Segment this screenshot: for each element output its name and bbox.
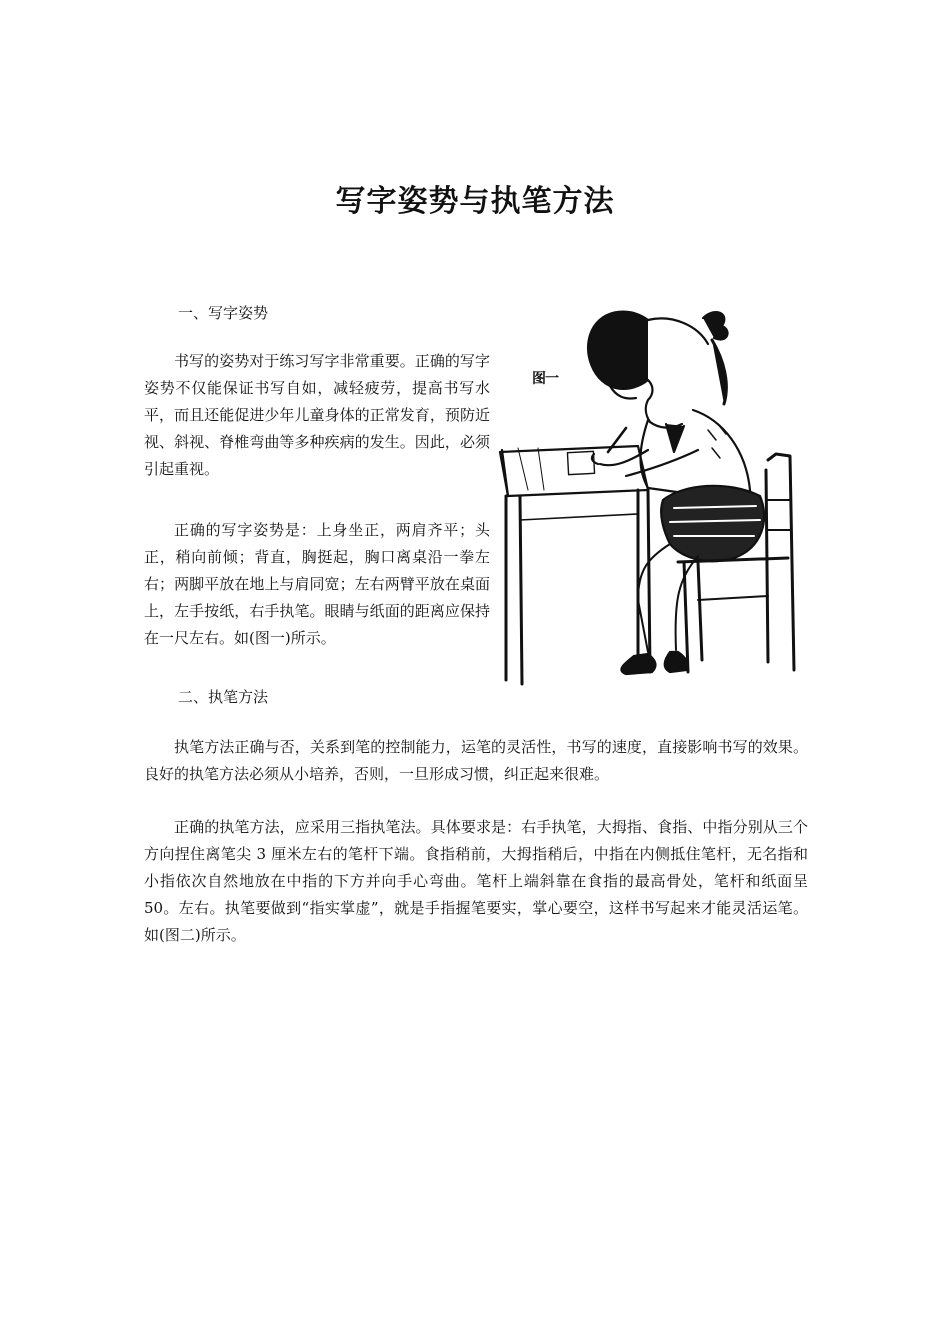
page-title: 写字姿势与执笔方法	[335, 184, 615, 219]
paragraph-pen-holding-method: 正确的执笔方法，应采用三指执笔法。具体要求是：右手执笔，大拇指、食指、中指分别从三个方向捏住离笔尖 3 厘米左右的笔杆下端。食指稍前，大拇指稍后，中指在内侧抵住笔杆，无名指和小指依次自然地放在中指的下方并向手心弯曲。笔杆上端斜靠在食指的最高骨处，笔杆和纸面呈 50。左右。执笔要做到“指实掌虚”，就是手指握笔要实，掌心要空，这样书写起来才能灵活运笔。如(图二)所示。	[144, 818, 808, 944]
figure-label: 图一	[532, 371, 558, 387]
paragraph-pen-holding-importance: 执笔方法正确与否，关系到笔的控制能力，运笔的灵活性，书写的速度，直接影响书写的效果。良好的执笔方法必须从小培养，否则，一旦形成习惯，纠正起来很难。	[144, 738, 808, 783]
paragraph-posture-importance: 书写的姿势对于练习写字非常重要。正确的写字姿势不仅能保证书写自如，减轻疲劳，提高书写水平，而且还能促进少年儿童身体的正常发育，预防近视、斜视、脊椎弯曲等多种疾病的发生。因此，必须引起重视。	[144, 352, 490, 478]
paragraph-posture-requirements: 正确的写字姿势是：上身坐正，两肩齐平；头正，稍向前倾；背直，胸挺起，胸口离桌沿一拳左右；两脚平放在地上与肩同宽；左右两臂平放在桌面上，左手按纸，右手执笔。眼睛与纸面的距离应保持在一尺左右。如(图一)所示。	[144, 521, 490, 647]
child-writing-at-desk-icon	[498, 300, 798, 690]
figure-writing-posture	[498, 300, 798, 690]
section-heading-posture: 一、写字姿势	[178, 304, 269, 322]
section-heading-pen-holding: 二、执笔方法	[178, 688, 269, 706]
